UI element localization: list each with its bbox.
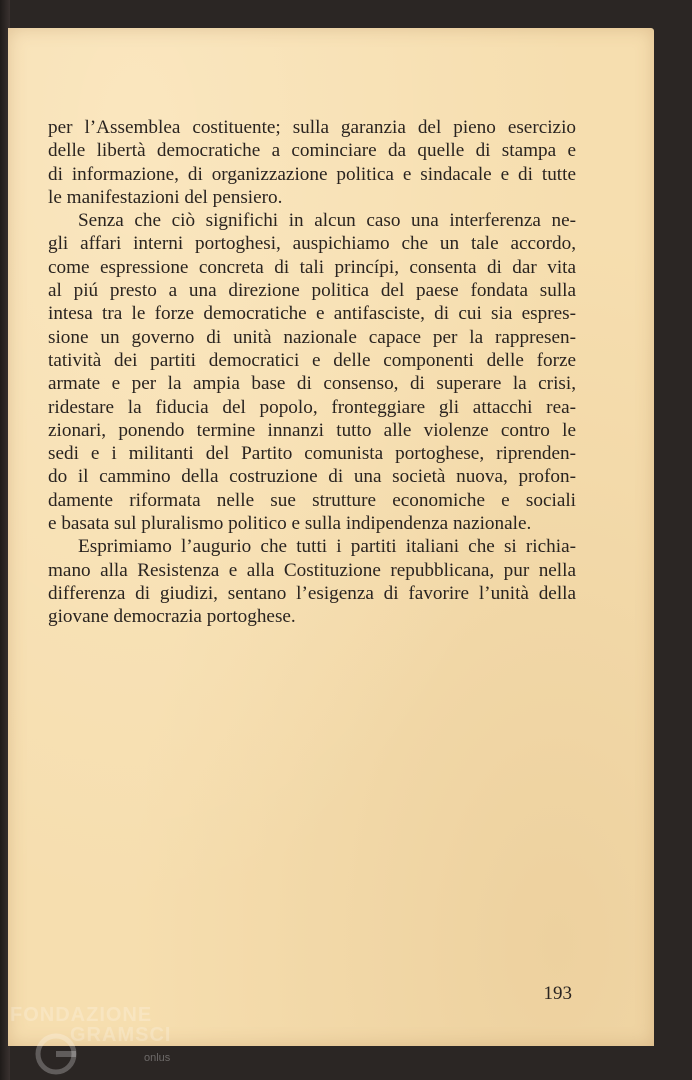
body-text — [48, 116, 576, 629]
paragraph — [48, 209, 576, 535]
text-line: sione un governo di unità nazionale capace per la rappresen- — [48, 326, 576, 348]
text-line: per l’Assemblea costituente; sulla garanzia del pieno esercizio — [48, 117, 576, 138]
text-line: tatività dei partiti democratici e delle componenti delle forze — [48, 349, 576, 371]
watermark-line-2: GRAMSCI — [70, 1024, 172, 1046]
page-number: 193 — [543, 983, 572, 1004]
text-line: le manifestazioni del pensiero. — [48, 186, 283, 208]
text-line: zionari, ponendo termine innanzi tutto alle violenze contro le — [48, 419, 576, 441]
text-line: Senza che ciò significhi in alcun caso una interferenza ne- — [78, 210, 576, 232]
text-line: al piú presto a una direzione politica del paese fondata sulla — [48, 280, 576, 302]
book-page — [8, 28, 654, 1046]
text-line: Esprimiamo l’augurio che tutti i partiti italiani che si richia- — [78, 536, 576, 558]
watermark-suffix: onlus — [144, 1052, 171, 1064]
text-line: intesa tra le forze democratiche e antifasciste, di cui sia espres- — [48, 303, 576, 325]
text-line: giovane democrazia portoghese. — [48, 606, 296, 628]
text-line: come espressione concreta di tali princípi, consenta di dar vita — [48, 256, 576, 278]
text-line: di informazione, di organizzazione politica e sindacale e di tutte — [48, 163, 576, 185]
watermark-line-1: FONDAZIONE — [10, 1004, 153, 1026]
text-line: mano alla Resistenza e alla Costituzione repubblicana, pur nella — [48, 559, 576, 581]
text-line: e basata sul pluralismo politico e sulla indipendenza nazionale. — [48, 513, 532, 535]
text-line: gli affari interni portoghesi, auspichiamo che un tale accordo, — [48, 233, 576, 255]
text-line: armate e per la ampia base di consenso, di superare la crisi, — [48, 373, 576, 395]
paragraph — [48, 116, 576, 209]
text-line: ridestare la fiducia del popolo, fronteggiare gli attacchi rea- — [48, 396, 576, 418]
paragraph — [48, 535, 576, 628]
text-line: do il cammino della costruzione di una società nuova, profon- — [48, 466, 576, 488]
text-line: sedi e i militanti del Partito comunista portoghese, riprenden- — [48, 443, 576, 465]
text-line: delle libertà democratiche a cominciare da quelle di stampa e — [48, 140, 576, 162]
text-line: damente riformata nelle sue strutture economiche e sociali — [48, 489, 576, 511]
text-line: differenza di giudizi, sentano l’esigenza di favorire l’unità della — [48, 582, 576, 604]
